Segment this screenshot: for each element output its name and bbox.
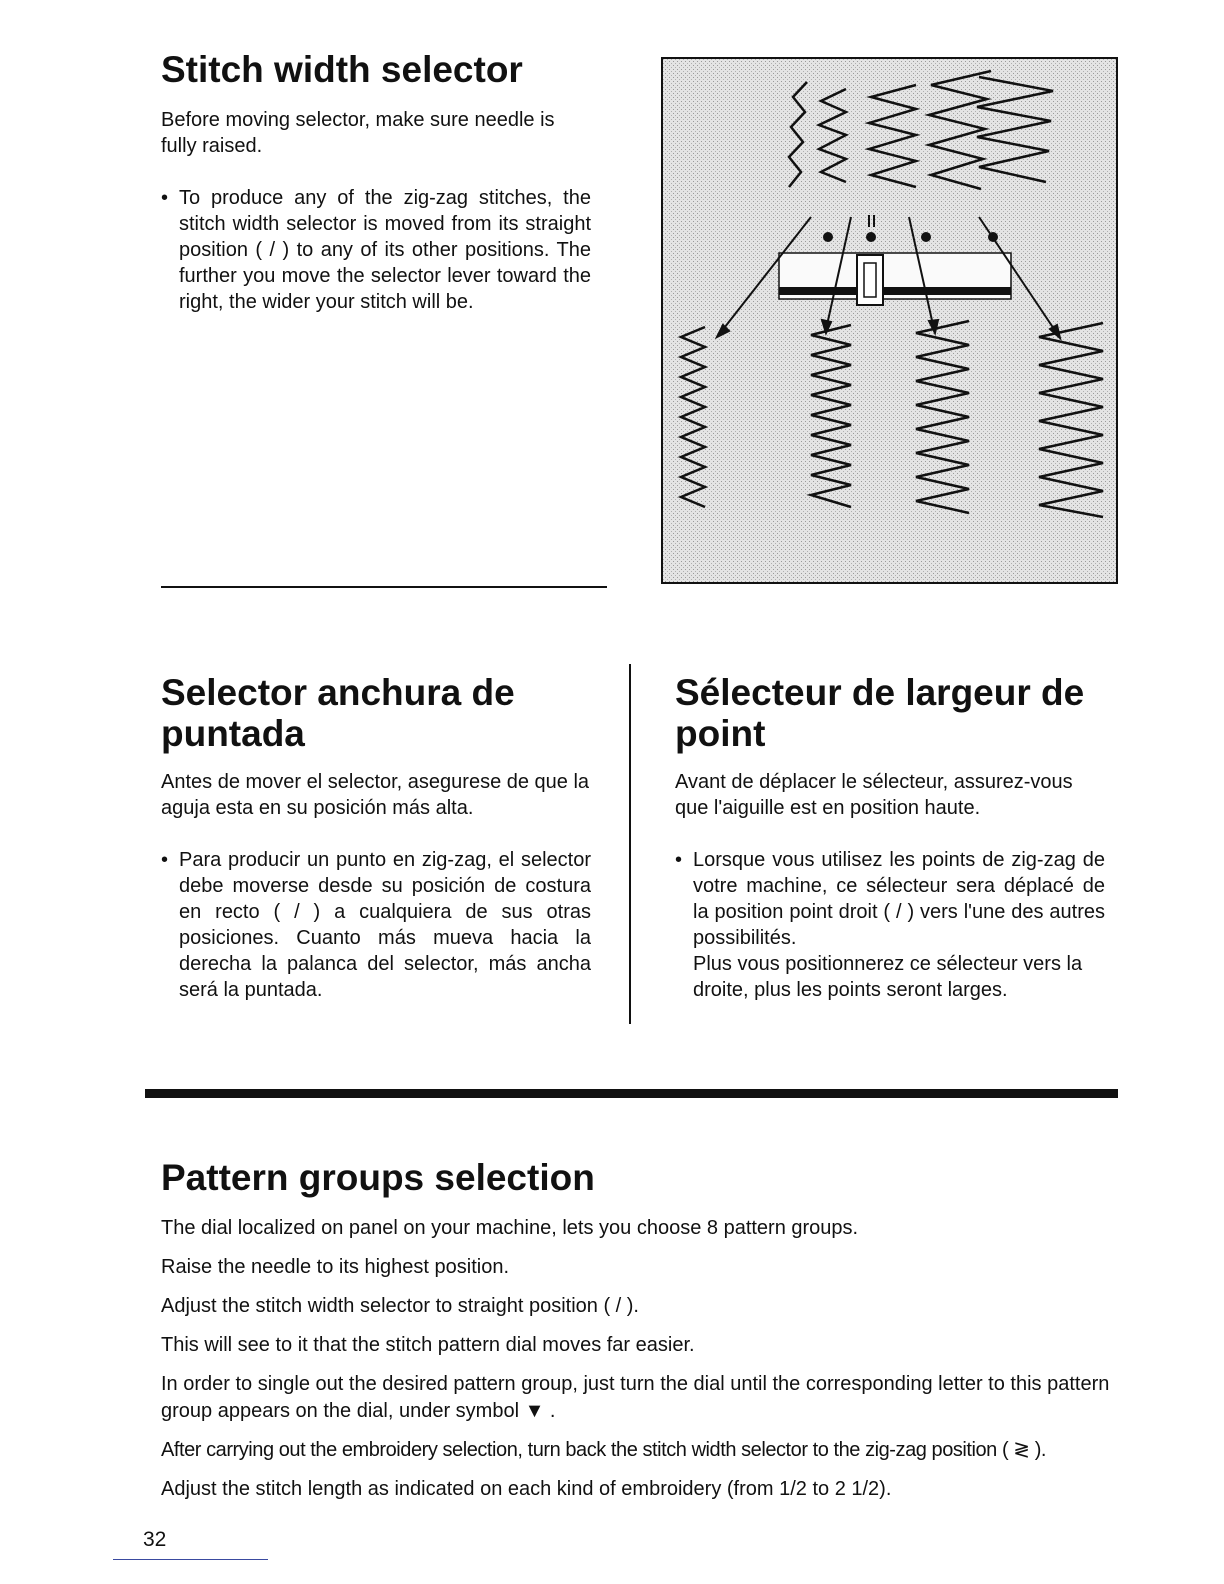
pattern-line: Adjust the stitch length as indicated on each kind of embroidery (from 1/2 to 2 1/2). — [161, 1478, 892, 1500]
en-bullet: • To produce any of the zig-zag stitches, the stitch width selector is moved from its straight position ( / ) to any of its other positions. The further you move the selector lever toward the right, the wider your stitch will be. — [161, 185, 591, 315]
column-divider — [629, 664, 631, 1024]
section-rule — [145, 1089, 1118, 1098]
fr-bullet-cont: Plus vous positionnerez ce sélecteur vers la droite, plus les points seront larges. — [693, 953, 1083, 1001]
fr-bullet-block — [675, 847, 1105, 1003]
stitch-width-illustration — [661, 57, 1118, 584]
section-en-body — [161, 107, 591, 315]
title-stitch-width-selector: Stitch width selector — [161, 49, 523, 90]
pattern-line: In order to single out the desired pattern group, just turn the dial until the corresponding letter to this pattern group appears on the dial, under symbol ▼ . — [161, 1373, 1110, 1422]
section-fr-body — [675, 769, 1105, 1003]
pattern-line: This will see to it that the stitch pattern dial moves far easier. — [161, 1334, 695, 1356]
es-intro: Antes de mover el selector, asegurese de que la aguja esta en su posición más alta. — [161, 771, 590, 819]
en-intro: Before moving selector, make sure needle is fully raised. — [161, 109, 555, 157]
title-pattern-groups: Pattern groups selection — [161, 1157, 595, 1198]
pattern-body — [161, 1215, 1111, 1515]
section-es-body — [161, 769, 591, 1003]
illustration-svg — [661, 57, 1118, 584]
pattern-line: The dial localized on panel on your machine, lets you choose 8 pattern groups. — [161, 1217, 859, 1239]
pattern-line: After carrying out the embroidery selection, turn back the stitch width selector to the zig-zag position ( ≷ ). — [161, 1439, 1047, 1461]
fr-bullet: • Lorsque vous utilisez les points de zig-zag de votre machine, ce sélecteur sera déplacé de la position point droit ( / ) vers l'une des autres possibilités. — [675, 847, 1105, 951]
fr-intro: Avant de déplacer le sélecteur, assurez-vous que l'aiguille est en position haute. — [675, 771, 1073, 819]
es-bullet: • Para producir un punto en zig-zag, el selector debe moverse desde su posición de costura en recto ( / ) a cualquiera de sus otras posiciones. Cuanto más mueva hacia la derecha la palanca del selector, más ancha será la puntada. — [161, 847, 591, 1003]
title-selector-anchura: Selector anchura de puntada — [161, 672, 515, 754]
pattern-line: Raise the needle to its highest position. — [161, 1256, 509, 1278]
page-number: 32 — [143, 1528, 167, 1551]
footer-line — [113, 1559, 268, 1560]
divider-line — [161, 586, 607, 588]
pattern-line: Adjust the stitch width selector to straight position ( / ). — [161, 1295, 639, 1317]
title-selecteur-largeur: Sélecteur de largeur de point — [675, 672, 1085, 754]
